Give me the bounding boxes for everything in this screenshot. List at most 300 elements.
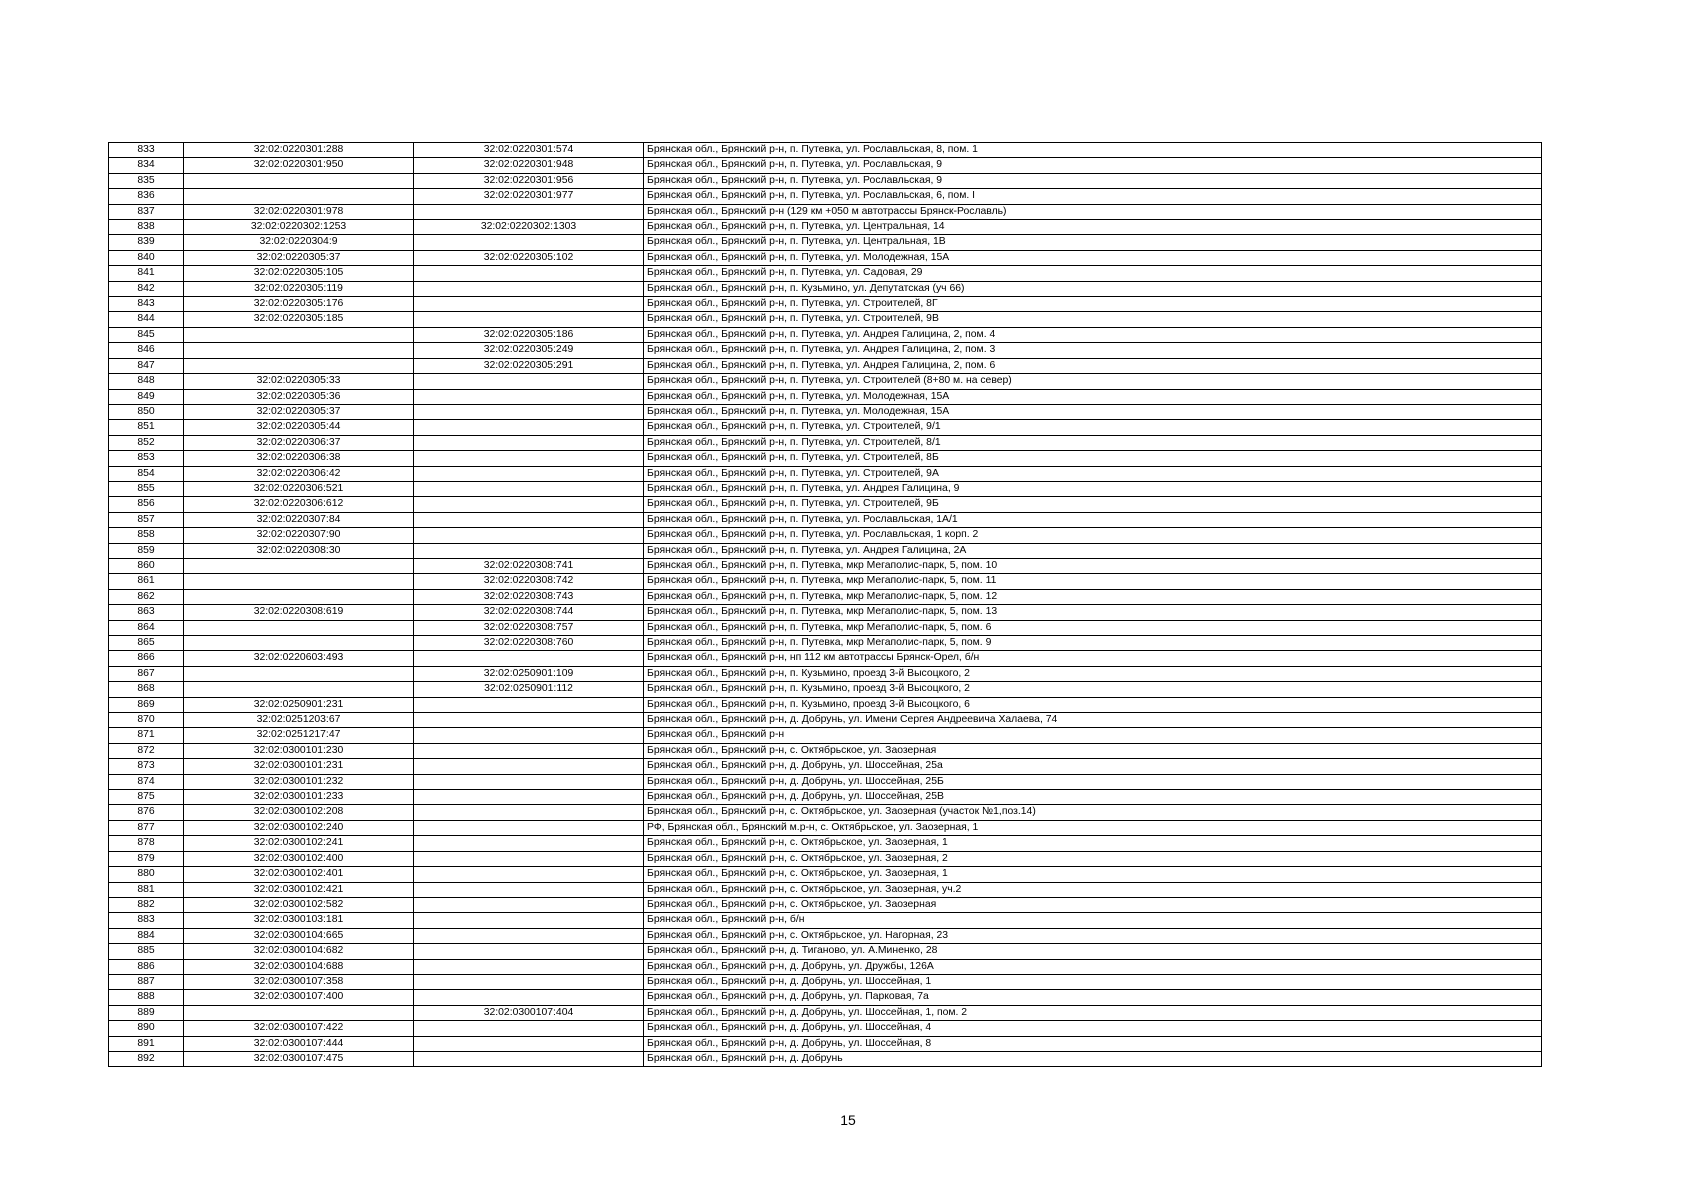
building-cadastral-number-cell	[414, 882, 644, 897]
land-cadastral-number-cell: 32:02:0220308:30	[184, 543, 414, 558]
land-cadastral-number-cell: 32:02:0300101:231	[184, 759, 414, 774]
row-number-cell: 892	[109, 1051, 184, 1066]
row-number-cell: 865	[109, 636, 184, 651]
row-number-cell: 849	[109, 389, 184, 404]
table-row	[109, 759, 1542, 774]
address-cell: Брянская обл., Брянский р-н, п. Путевка, ул. Рославльская, 6, пом. I	[644, 189, 1542, 204]
building-cadastral-number-cell	[414, 697, 644, 712]
address-cell: Брянская обл., Брянский р-н, б/н	[644, 913, 1542, 928]
address-cell: Брянская обл., Брянский р-н, д. Добрунь, ул. Шоссейная, 4	[644, 1021, 1542, 1036]
building-cadastral-number-cell	[414, 713, 644, 728]
building-cadastral-number-cell: 32:02:0220305:249	[414, 343, 644, 358]
table-row	[109, 528, 1542, 543]
land-cadastral-number-cell: 32:02:0300102:582	[184, 897, 414, 912]
table-row	[109, 774, 1542, 789]
address-cell: Брянская обл., Брянский р-н, п. Путевка, ул. Строителей, 8/1	[644, 435, 1542, 450]
building-cadastral-number-cell	[414, 312, 644, 327]
land-cadastral-number-cell	[184, 589, 414, 604]
land-cadastral-number-cell	[184, 666, 414, 681]
row-number-cell: 867	[109, 666, 184, 681]
land-cadastral-number-cell: 32:02:0220305:176	[184, 297, 414, 312]
building-cadastral-number-cell: 32:02:0220305:291	[414, 358, 644, 373]
table-row	[109, 266, 1542, 281]
row-number-cell: 861	[109, 574, 184, 589]
table-row	[109, 451, 1542, 466]
table-row	[109, 913, 1542, 928]
building-cadastral-number-cell: 32:02:0250901:109	[414, 666, 644, 681]
row-number-cell: 859	[109, 543, 184, 558]
table-row	[109, 1051, 1542, 1066]
table-row	[109, 620, 1542, 635]
address-cell: Брянская обл., Брянский р-н, д. Добрунь, ул. Дружбы, 126А	[644, 959, 1542, 974]
row-number-cell: 866	[109, 651, 184, 666]
building-cadastral-number-cell	[414, 235, 644, 250]
table-row	[109, 558, 1542, 573]
cadastral-table	[108, 142, 1542, 1067]
land-cadastral-number-cell	[184, 358, 414, 373]
table-row	[109, 1021, 1542, 1036]
land-cadastral-number-cell: 32:02:0220305:37	[184, 250, 414, 265]
table-row	[109, 790, 1542, 805]
row-number-cell: 876	[109, 805, 184, 820]
row-number-cell: 836	[109, 189, 184, 204]
building-cadastral-number-cell: 32:02:0300107:404	[414, 1005, 644, 1020]
table-row	[109, 358, 1542, 373]
address-cell: Брянская обл., Брянский р-н, с. Октябрьское, ул. Заозерная, 2	[644, 851, 1542, 866]
building-cadastral-number-cell	[414, 435, 644, 450]
table-row	[109, 543, 1542, 558]
row-number-cell: 834	[109, 158, 184, 173]
address-cell: Брянская обл., Брянский р-н, п. Путевка, ул. Строителей, 9В	[644, 312, 1542, 327]
row-number-cell: 883	[109, 913, 184, 928]
table-row	[109, 189, 1542, 204]
row-number-cell: 872	[109, 743, 184, 758]
building-cadastral-number-cell	[414, 805, 644, 820]
building-cadastral-number-cell: 32:02:0220302:1303	[414, 220, 644, 235]
row-number-cell: 837	[109, 204, 184, 219]
table-row	[109, 404, 1542, 419]
table-row	[109, 143, 1542, 158]
building-cadastral-number-cell: 32:02:0220301:977	[414, 189, 644, 204]
table-row	[109, 805, 1542, 820]
address-cell: Брянская обл., Брянский р-н (129 км +050 м автотрассы Брянск-Рославль)	[644, 204, 1542, 219]
address-cell: Брянская обл., Брянский р-н, д. Добрунь, ул. Шоссейная, 8	[644, 1036, 1542, 1051]
address-cell: Брянская обл., Брянский р-н, п. Путевка, ул. Андрея Галицина, 9	[644, 481, 1542, 496]
address-cell: Брянская обл., Брянский р-н, п. Кузьмино, проезд 3-й Высоцкого, 2	[644, 666, 1542, 681]
address-cell: Брянская обл., Брянский р-н, с. Октябрьское, ул. Заозерная	[644, 897, 1542, 912]
row-number-cell: 835	[109, 173, 184, 188]
land-cadastral-number-cell: 32:02:0300102:421	[184, 882, 414, 897]
land-cadastral-number-cell: 32:02:0220307:84	[184, 512, 414, 527]
land-cadastral-number-cell: 32:02:0251203:67	[184, 713, 414, 728]
building-cadastral-number-cell	[414, 959, 644, 974]
land-cadastral-number-cell: 32:02:0220306:37	[184, 435, 414, 450]
land-cadastral-number-cell	[184, 189, 414, 204]
land-cadastral-number-cell: 32:02:0300104:688	[184, 959, 414, 974]
land-cadastral-number-cell	[184, 682, 414, 697]
land-cadastral-number-cell: 32:02:0300102:208	[184, 805, 414, 820]
building-cadastral-number-cell	[414, 528, 644, 543]
row-number-cell: 843	[109, 297, 184, 312]
table-body	[109, 143, 1542, 1067]
building-cadastral-number-cell	[414, 451, 644, 466]
table-row	[109, 497, 1542, 512]
address-cell: Брянская обл., Брянский р-н, п. Кузьмино, проезд 3-й Высоцкого, 6	[644, 697, 1542, 712]
building-cadastral-number-cell	[414, 759, 644, 774]
building-cadastral-number-cell: 32:02:0220308:757	[414, 620, 644, 635]
row-number-cell: 852	[109, 435, 184, 450]
land-cadastral-number-cell: 32:02:0220305:119	[184, 281, 414, 296]
address-cell: Брянская обл., Брянский р-н, п. Путевка, ул. Строителей, 8Г	[644, 297, 1542, 312]
building-cadastral-number-cell	[414, 944, 644, 959]
address-cell: Брянская обл., Брянский р-н, п. Путевка, мкр Мегаполис-парк, 5, пом. 13	[644, 605, 1542, 620]
land-cadastral-number-cell: 32:02:0220305:33	[184, 374, 414, 389]
land-cadastral-number-cell: 32:02:0300104:665	[184, 928, 414, 943]
land-cadastral-number-cell: 32:02:0300103:181	[184, 913, 414, 928]
row-number-cell: 885	[109, 944, 184, 959]
table-row	[109, 435, 1542, 450]
row-number-cell: 862	[109, 589, 184, 604]
address-cell: Брянская обл., Брянский р-н, п. Путевка, мкр Мегаполис-парк, 5, пом. 6	[644, 620, 1542, 635]
building-cadastral-number-cell	[414, 374, 644, 389]
row-number-cell: 890	[109, 1021, 184, 1036]
land-cadastral-number-cell	[184, 558, 414, 573]
row-number-cell: 871	[109, 728, 184, 743]
address-cell: Брянская обл., Брянский р-н, д. Добрунь, ул. Имени Сергея Андреевича Халаева, 74	[644, 713, 1542, 728]
table-row	[109, 636, 1542, 651]
table-row	[109, 666, 1542, 681]
table-row	[109, 204, 1542, 219]
row-number-cell: 884	[109, 928, 184, 943]
table-row	[109, 1005, 1542, 1020]
building-cadastral-number-cell	[414, 512, 644, 527]
land-cadastral-number-cell: 32:02:0300102:240	[184, 820, 414, 835]
table-row	[109, 574, 1542, 589]
address-cell: Брянская обл., Брянский р-н, нп 112 км автотрассы Брянск-Орел, б/н	[644, 651, 1542, 666]
address-cell: Брянская обл., Брянский р-н, д. Добрунь, ул. Шоссейная, 25Б	[644, 774, 1542, 789]
address-cell: Брянская обл., Брянский р-н, с. Октябрьское, ул. Заозерная, 1	[644, 836, 1542, 851]
address-cell: Брянская обл., Брянский р-н, п. Путевка, мкр Мегаполис-парк, 5, пом. 9	[644, 636, 1542, 651]
row-number-cell: 877	[109, 820, 184, 835]
table-row	[109, 512, 1542, 527]
building-cadastral-number-cell	[414, 1021, 644, 1036]
land-cadastral-number-cell: 32:02:0220305:37	[184, 404, 414, 419]
row-number-cell: 880	[109, 867, 184, 882]
table-row	[109, 743, 1542, 758]
land-cadastral-number-cell: 32:02:0300107:444	[184, 1036, 414, 1051]
row-number-cell: 869	[109, 697, 184, 712]
building-cadastral-number-cell	[414, 420, 644, 435]
address-cell: РФ, Брянская обл., Брянский м.р-н, с. Октябрьское, ул. Заозерная, 1	[644, 820, 1542, 835]
address-cell: Брянская обл., Брянский р-н, с. Октябрьское, ул. Заозерная (участок №1,поз.14)	[644, 805, 1542, 820]
address-cell: Брянская обл., Брянский р-н, д. Добрунь	[644, 1051, 1542, 1066]
land-cadastral-number-cell: 32:02:0300107:358	[184, 974, 414, 989]
land-cadastral-number-cell: 32:02:0220603:493	[184, 651, 414, 666]
address-cell: Брянская обл., Брянский р-н, п. Путевка, ул. Центральная, 14	[644, 220, 1542, 235]
building-cadastral-number-cell	[414, 1051, 644, 1066]
building-cadastral-number-cell	[414, 913, 644, 928]
row-number-cell: 841	[109, 266, 184, 281]
address-cell: Брянская обл., Брянский р-н	[644, 728, 1542, 743]
row-number-cell: 838	[109, 220, 184, 235]
table-row	[109, 959, 1542, 974]
land-cadastral-number-cell	[184, 620, 414, 635]
table-row	[109, 851, 1542, 866]
row-number-cell: 879	[109, 851, 184, 866]
land-cadastral-number-cell: 32:02:0300101:233	[184, 790, 414, 805]
land-cadastral-number-cell: 32:02:0300102:401	[184, 867, 414, 882]
address-cell: Брянская обл., Брянский р-н, п. Путевка, ул. Рославльская, 8, пом. 1	[644, 143, 1542, 158]
building-cadastral-number-cell	[414, 281, 644, 296]
row-number-cell: 863	[109, 605, 184, 620]
building-cadastral-number-cell	[414, 204, 644, 219]
table-row	[109, 374, 1542, 389]
land-cadastral-number-cell: 32:02:0300107:475	[184, 1051, 414, 1066]
address-cell: Брянская обл., Брянский р-н, п. Путевка, ул. Андрея Галицина, 2, пом. 3	[644, 343, 1542, 358]
building-cadastral-number-cell: 32:02:0250901:112	[414, 682, 644, 697]
row-number-cell: 891	[109, 1036, 184, 1051]
address-cell: Брянская обл., Брянский р-н, п. Путевка, ул. Молодежная, 15А	[644, 250, 1542, 265]
building-cadastral-number-cell	[414, 928, 644, 943]
row-number-cell: 874	[109, 774, 184, 789]
address-cell: Брянская обл., Брянский р-н, п. Путевка, ул. Строителей, 9А	[644, 466, 1542, 481]
row-number-cell: 857	[109, 512, 184, 527]
building-cadastral-number-cell: 32:02:0220301:956	[414, 173, 644, 188]
address-cell: Брянская обл., Брянский р-н, п. Кузьмино, проезд 3-й Высоцкого, 2	[644, 682, 1542, 697]
building-cadastral-number-cell	[414, 728, 644, 743]
land-cadastral-number-cell: 32:02:0250901:231	[184, 697, 414, 712]
row-number-cell: 878	[109, 836, 184, 851]
land-cadastral-number-cell: 32:02:0220305:185	[184, 312, 414, 327]
building-cadastral-number-cell	[414, 266, 644, 281]
address-cell: Брянская обл., Брянский р-н, п. Путевка, мкр Мегаполис-парк, 5, пом. 10	[644, 558, 1542, 573]
building-cadastral-number-cell	[414, 497, 644, 512]
land-cadastral-number-cell: 32:02:0300104:682	[184, 944, 414, 959]
row-number-cell: 847	[109, 358, 184, 373]
land-cadastral-number-cell: 32:02:0220305:36	[184, 389, 414, 404]
row-number-cell: 860	[109, 558, 184, 573]
land-cadastral-number-cell: 32:02:0220308:619	[184, 605, 414, 620]
row-number-cell: 842	[109, 281, 184, 296]
row-number-cell: 856	[109, 497, 184, 512]
table-row	[109, 836, 1542, 851]
address-cell: Брянская обл., Брянский р-н, д. Добрунь, ул. Шоссейная, 1	[644, 974, 1542, 989]
building-cadastral-number-cell	[414, 543, 644, 558]
building-cadastral-number-cell	[414, 651, 644, 666]
land-cadastral-number-cell	[184, 327, 414, 342]
building-cadastral-number-cell: 32:02:0220301:948	[414, 158, 644, 173]
address-cell: Брянская обл., Брянский р-н, д. Добрунь, ул. Шоссейная, 25В	[644, 790, 1542, 805]
table-row	[109, 466, 1542, 481]
land-cadastral-number-cell: 32:02:0300101:230	[184, 743, 414, 758]
land-cadastral-number-cell: 32:02:0300101:232	[184, 774, 414, 789]
table-row	[109, 713, 1542, 728]
table-row	[109, 882, 1542, 897]
row-number-cell: 870	[109, 713, 184, 728]
table-row	[109, 158, 1542, 173]
table-row	[109, 990, 1542, 1005]
row-number-cell: 851	[109, 420, 184, 435]
table-row	[109, 820, 1542, 835]
table-row	[109, 682, 1542, 697]
address-cell: Брянская обл., Брянский р-н, п. Путевка, ул. Строителей, 9/1	[644, 420, 1542, 435]
table-row	[109, 928, 1542, 943]
building-cadastral-number-cell	[414, 974, 644, 989]
table-row	[109, 281, 1542, 296]
building-cadastral-number-cell	[414, 404, 644, 419]
building-cadastral-number-cell: 32:02:0220305:186	[414, 327, 644, 342]
row-number-cell: 873	[109, 759, 184, 774]
building-cadastral-number-cell	[414, 1036, 644, 1051]
row-number-cell: 888	[109, 990, 184, 1005]
address-cell: Брянская обл., Брянский р-н, п. Путевка, ул. Молодежная, 15А	[644, 404, 1542, 419]
row-number-cell: 868	[109, 682, 184, 697]
building-cadastral-number-cell: 32:02:0220308:743	[414, 589, 644, 604]
row-number-cell: 840	[109, 250, 184, 265]
address-cell: Брянская обл., Брянский р-н, п. Путевка, ул. Строителей, 8Б	[644, 451, 1542, 466]
table-row	[109, 605, 1542, 620]
building-cadastral-number-cell	[414, 481, 644, 496]
row-number-cell: 889	[109, 1005, 184, 1020]
address-cell: Брянская обл., Брянский р-н, п. Путевка, мкр Мегаполис-парк, 5, пом. 12	[644, 589, 1542, 604]
land-cadastral-number-cell: 32:02:0220301:978	[184, 204, 414, 219]
address-cell: Брянская обл., Брянский р-н, п. Путевка, ул. Рославльская, 1 корп. 2	[644, 528, 1542, 543]
row-number-cell: 875	[109, 790, 184, 805]
land-cadastral-number-cell: 32:02:0220306:42	[184, 466, 414, 481]
address-cell: Брянская обл., Брянский р-н, с. Октябрьское, ул. Нагорная, 23	[644, 928, 1542, 943]
table-row	[109, 235, 1542, 250]
table-row	[109, 481, 1542, 496]
row-number-cell: 844	[109, 312, 184, 327]
address-cell: Брянская обл., Брянский р-н, д. Добрунь, ул. Парковая, 7а	[644, 990, 1542, 1005]
row-number-cell: 864	[109, 620, 184, 635]
table-row	[109, 312, 1542, 327]
address-cell: Брянская обл., Брянский р-н, п. Кузьмино, ул. Депутатская (уч 66)	[644, 281, 1542, 296]
table-row	[109, 343, 1542, 358]
building-cadastral-number-cell: 32:02:0220308:742	[414, 574, 644, 589]
building-cadastral-number-cell: 32:02:0220308:744	[414, 605, 644, 620]
row-number-cell: 848	[109, 374, 184, 389]
row-number-cell: 887	[109, 974, 184, 989]
address-cell: Брянская обл., Брянский р-н, п. Путевка, мкр Мегаполис-парк, 5, пом. 11	[644, 574, 1542, 589]
land-cadastral-number-cell: 32:02:0220306:38	[184, 451, 414, 466]
land-cadastral-number-cell: 32:02:0220305:44	[184, 420, 414, 435]
table-row	[109, 867, 1542, 882]
building-cadastral-number-cell	[414, 389, 644, 404]
building-cadastral-number-cell	[414, 867, 644, 882]
address-cell: Брянская обл., Брянский р-н, п. Путевка, ул. Андрея Галицина, 2А	[644, 543, 1542, 558]
table-row	[109, 651, 1542, 666]
land-cadastral-number-cell: 32:02:0300107:422	[184, 1021, 414, 1036]
land-cadastral-number-cell: 32:02:0300102:400	[184, 851, 414, 866]
address-cell: Брянская обл., Брянский р-н, д. Добрунь, ул. Шоссейная, 25а	[644, 759, 1542, 774]
row-number-cell: 839	[109, 235, 184, 250]
page-number: 15	[840, 1112, 856, 1128]
building-cadastral-number-cell	[414, 466, 644, 481]
table-row	[109, 389, 1542, 404]
building-cadastral-number-cell: 32:02:0220305:102	[414, 250, 644, 265]
building-cadastral-number-cell	[414, 851, 644, 866]
address-cell: Брянская обл., Брянский р-н, п. Путевка, ул. Центральная, 1В	[644, 235, 1542, 250]
land-cadastral-number-cell	[184, 173, 414, 188]
land-cadastral-number-cell: 32:02:0220302:1253	[184, 220, 414, 235]
address-cell: Брянская обл., Брянский р-н, п. Путевка, ул. Строителей (8+80 м. на север)	[644, 374, 1542, 389]
land-cadastral-number-cell: 32:02:0220304:9	[184, 235, 414, 250]
land-cadastral-number-cell	[184, 574, 414, 589]
land-cadastral-number-cell: 32:02:0300102:241	[184, 836, 414, 851]
land-cadastral-number-cell: 32:02:0220305:105	[184, 266, 414, 281]
table-row	[109, 220, 1542, 235]
land-cadastral-number-cell: 32:02:0220301:288	[184, 143, 414, 158]
address-cell: Брянская обл., Брянский р-н, п. Путевка, ул. Андрея Галицина, 2, пом. 6	[644, 358, 1542, 373]
table-row	[109, 897, 1542, 912]
table-row	[109, 974, 1542, 989]
row-number-cell: 855	[109, 481, 184, 496]
building-cadastral-number-cell: 32:02:0220308:741	[414, 558, 644, 573]
table-row	[109, 697, 1542, 712]
table-row	[109, 250, 1542, 265]
row-number-cell: 858	[109, 528, 184, 543]
table-row	[109, 420, 1542, 435]
building-cadastral-number-cell	[414, 743, 644, 758]
address-cell: Брянская обл., Брянский р-н, п. Путевка, ул. Рославльская, 9	[644, 173, 1542, 188]
address-cell: Брянская обл., Брянский р-н, п. Путевка, ул. Строителей, 9Б	[644, 497, 1542, 512]
address-cell: Брянская обл., Брянский р-н, п. Путевка, ул. Садовая, 29	[644, 266, 1542, 281]
building-cadastral-number-cell	[414, 836, 644, 851]
row-number-cell: 886	[109, 959, 184, 974]
building-cadastral-number-cell	[414, 990, 644, 1005]
land-cadastral-number-cell	[184, 343, 414, 358]
row-number-cell: 853	[109, 451, 184, 466]
building-cadastral-number-cell: 32:02:0220308:760	[414, 636, 644, 651]
land-cadastral-number-cell: 32:02:0220306:612	[184, 497, 414, 512]
building-cadastral-number-cell	[414, 820, 644, 835]
address-cell: Брянская обл., Брянский р-н, п. Путевка, ул. Молодежная, 15А	[644, 389, 1542, 404]
table-row	[109, 589, 1542, 604]
address-cell: Брянская обл., Брянский р-н, с. Октябрьское, ул. Заозерная, уч.2	[644, 882, 1542, 897]
row-number-cell: 833	[109, 143, 184, 158]
table-row	[109, 728, 1542, 743]
address-cell: Брянская обл., Брянский р-н, с. Октябрьское, ул. Заозерная, 1	[644, 867, 1542, 882]
table-row	[109, 297, 1542, 312]
table-row	[109, 1036, 1542, 1051]
land-cadastral-number-cell: 32:02:0220306:521	[184, 481, 414, 496]
row-number-cell: 845	[109, 327, 184, 342]
table-row	[109, 173, 1542, 188]
building-cadastral-number-cell: 32:02:0220301:574	[414, 143, 644, 158]
land-cadastral-number-cell: 32:02:0300107:400	[184, 990, 414, 1005]
address-cell: Брянская обл., Брянский р-н, с. Октябрьское, ул. Заозерная	[644, 743, 1542, 758]
row-number-cell: 846	[109, 343, 184, 358]
table-row	[109, 944, 1542, 959]
address-cell: Брянская обл., Брянский р-н, п. Путевка, ул. Рославльская, 9	[644, 158, 1542, 173]
row-number-cell: 882	[109, 897, 184, 912]
table-row	[109, 327, 1542, 342]
address-cell: Брянская обл., Брянский р-н, п. Путевка, ул. Рославльская, 1А/1	[644, 512, 1542, 527]
land-cadastral-number-cell: 32:02:0251217:47	[184, 728, 414, 743]
land-cadastral-number-cell: 32:02:0220301:950	[184, 158, 414, 173]
land-cadastral-number-cell	[184, 1005, 414, 1020]
land-cadastral-number-cell: 32:02:0220307:90	[184, 528, 414, 543]
land-cadastral-number-cell	[184, 636, 414, 651]
building-cadastral-number-cell	[414, 897, 644, 912]
building-cadastral-number-cell	[414, 790, 644, 805]
address-cell: Брянская обл., Брянский р-н, д. Тиганово, ул. А.Миненко, 28	[644, 944, 1542, 959]
address-cell: Брянская обл., Брянский р-н, п. Путевка, ул. Андрея Галицина, 2, пом. 4	[644, 327, 1542, 342]
building-cadastral-number-cell	[414, 297, 644, 312]
address-cell: Брянская обл., Брянский р-н, д. Добрунь, ул. Шоссейная, 1, пом. 2	[644, 1005, 1542, 1020]
row-number-cell: 850	[109, 404, 184, 419]
